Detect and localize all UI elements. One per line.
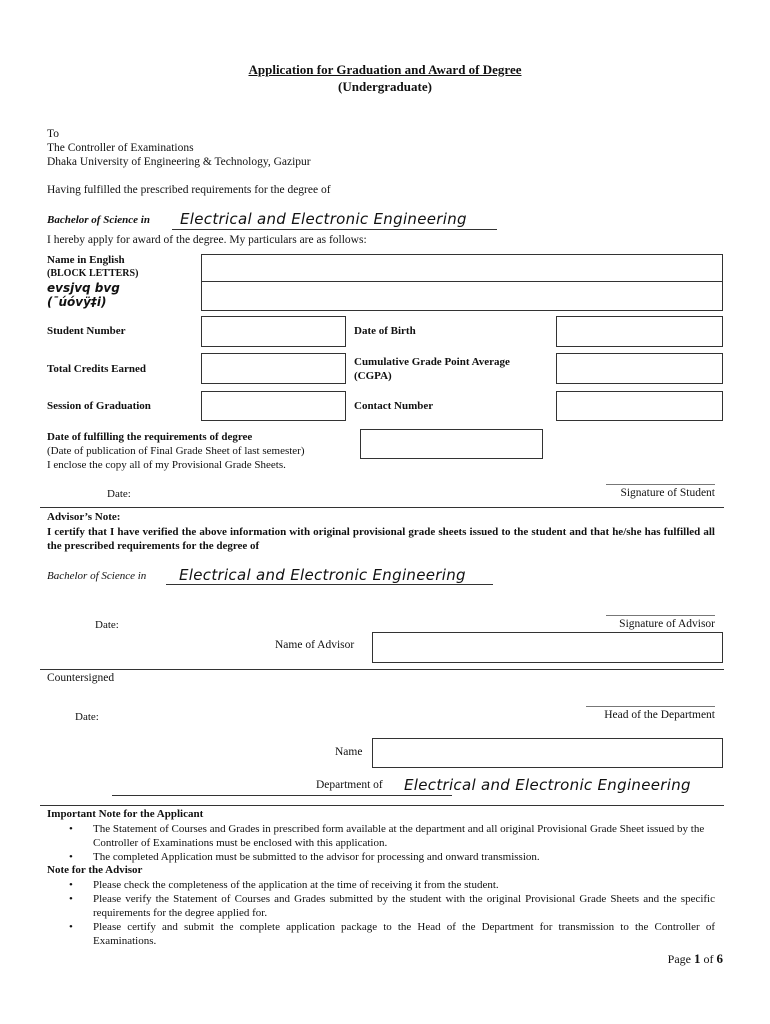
session-label: Session of Graduation [47,400,151,412]
block-letters-label: (BLOCK LETTERS) [47,268,139,279]
page-title: Application for Graduation and Award of Degree [248,62,522,77]
apply-text: I hereby apply for award of the degree. My particulars are as follows: [47,234,367,246]
advisor-signature-line [606,615,715,616]
name-of-advisor-field[interactable] [372,632,723,663]
contact-label: Contact Number [354,400,434,412]
degree-label: Bachelor of Science in [47,214,150,226]
page-current: 1 [694,951,701,966]
applicant-notes-list [47,822,715,864]
addressee: The Controller of Examinations [47,142,194,154]
important-note-title: Important Note for the Applicant [47,808,204,820]
degree-value: Electrical and Electronic Engineering [180,210,467,228]
degree-underline [172,229,497,230]
advisor-notes-list [47,878,715,948]
date-of-birth-label: Date of Birth [354,325,416,337]
head-date-label: Date: [75,711,99,723]
total-credits-label: Total Credits Earned [47,363,147,375]
fulfil-date-note: (Date of publication of Final Grade Sheet of last semester) [47,445,305,457]
head-signature-line [586,706,715,707]
list-item: • Please certify and submit the complete application package to the Head of the Department for transmission to the Controller of Examinations. [47,920,715,948]
name-bangla-label: evsjvq bvg [47,281,120,295]
name-label: Name [335,746,363,758]
list-item: • Please verify the Statement of Courses and Grades submitted by the student with the original Provisional Grade Sheets and the specific requirements for the degree applied for. [47,892,715,920]
page-number [668,951,723,967]
department-value: Electrical and Electronic Engineering [404,776,691,794]
countersigned-label: Countersigned [47,672,115,684]
advisor-degree-label: Bachelor of Science in [47,570,147,582]
section-divider-3 [40,805,724,806]
cgpa-label-2: (CGPA) [354,370,392,382]
student-date-label: Date: [107,488,131,500]
intro-text: Having fulfilled the prescribed requirements for the degree of [47,184,331,196]
contact-field[interactable] [556,391,723,421]
name-english-label: Name in English [47,254,125,266]
total-credits-field[interactable] [201,353,346,384]
student-signature-label: Signature of Student [620,487,715,499]
department-underline [112,795,452,796]
cgpa-field[interactable] [556,353,723,384]
advisor-degree-underline [166,584,493,585]
name-bangla-field[interactable] [201,281,723,311]
head-name-field[interactable] [372,738,723,768]
list-item: • Please check the completeness of the application at the time of receiving it from the student. [47,878,715,892]
name-of-advisor-label: Name of Advisor [275,639,355,651]
page-total: 6 [716,951,723,966]
department-of-label: Department of [316,779,383,791]
head-signature-label: Head of the Department [604,709,715,721]
student-number-label: Student Number [47,325,126,337]
student-signature-line [606,484,715,485]
list-item: • The completed Application must be submitted to the advisor for processing and onward transmission. [47,850,715,864]
session-field[interactable] [201,391,346,421]
enclose-text: I enclose the copy all of my Provisional Grade Sheets. [47,459,286,471]
cgpa-label: Cumulative Grade Point Average [354,356,510,368]
list-item: • The Statement of Courses and Grades in prescribed form available at the department and all original Provisional Grade Sheet issued by the Controller of Examinations must be enclosed with this application. [47,822,715,850]
fulfil-date-label: Date of fulfilling the requirements of degree [47,431,253,443]
name-english-field[interactable] [201,254,723,282]
page-subtitle: (Undergraduate) [338,79,432,94]
advisor-certify-text: I certify that I have verified the above information with original provisional grade sheets issued to the student and that he/she has fulfilled all the prescribed requirements for the degree of [47,526,715,552]
section-divider-1 [40,507,724,508]
university-name: Dhaka University of Engineering & Technology, Gazipur [47,156,311,168]
section-divider-2 [40,669,724,670]
advisor-note-section-title: Note for the Advisor [47,864,143,876]
to-label: To [47,128,59,140]
page-label: Page [667,952,691,966]
page-of: of [703,952,714,966]
date-of-birth-field[interactable] [556,316,723,347]
advisor-signature-label: Signature of Advisor [619,618,715,630]
advisor-degree-value: Electrical and Electronic Engineering [179,566,466,584]
fulfil-date-field[interactable] [360,429,543,459]
advisor-date-label: Date: [95,619,119,631]
name-bangla-label-2: (¯úóvÿ‡i) [47,295,107,309]
advisor-note-title: Advisor’s Note: [47,511,121,523]
student-number-field[interactable] [201,316,346,347]
